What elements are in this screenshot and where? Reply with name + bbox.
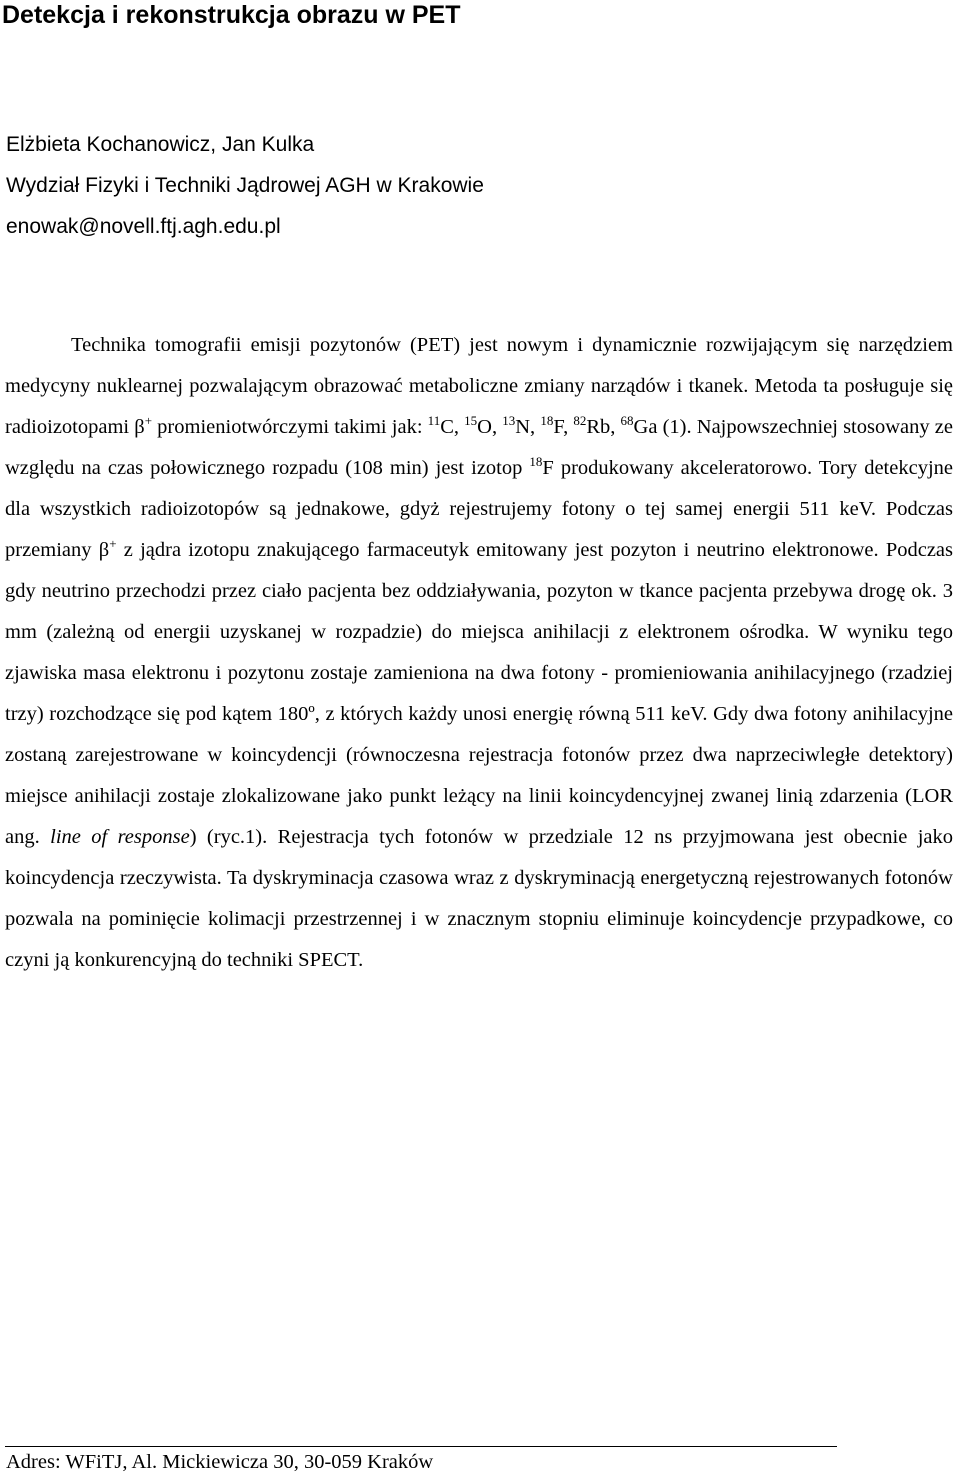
paper-title: Detekcja i rekonstrukcja obrazu w PET xyxy=(2,1,461,29)
abstract-text: Ga (1). Najpowszechniej stosowany ze względu na czas połowicznego rozpadu (108 min) jest izotop xyxy=(5,416,953,479)
italic-term: line of response xyxy=(50,826,190,848)
mass-number-ga68: 68 xyxy=(620,413,634,428)
isotope-n: N, xyxy=(515,416,541,438)
abstract-text: z jądra izotopu znakującego farmaceutyk emitowany jest pozyton i neutrino elektronowe. Podczas gdy neutrino przechodzi przez ciało pacjenta bez oddziaływania, pozyton w tkance pacjenta przebywa drogę ok. 3 mm (zależną od energii uzyskanej w rozpadzie) do miejsca anihilacji z elektronem ośrodka. W wyniku tego zjawiska masa elektronu i pozytonu zostaje zamieniona na dwa fotony - promieniowania anihilacyjnego (rzadziej trzy) rozchodzące się pod kątem 180º, z których każdy unosi energię równą 511 keV. Gdy dwa fotony anihilacyjne zostaną zarejestrowane w koincydencji (równoczesna rejestracja fotonów przez dwa naprzeciwległe detektory) miejsce anihilacji zostaje zlokalizowane jako punkt leżący na linii koincydencyjnej zwanej linią zdarzenia (LOR ang. xyxy=(5,539,954,848)
abstract-text: Technika tomografii emisji pozytonów (PET) jest nowym i dynamicznie rozwijającym się narzędziem medycyny nuklearnej pozwalającym obrazować metaboliczne zmiany narządów i tkanek. Metoda ta posługuje się radioizotopami β xyxy=(5,334,953,438)
beta-plus-superscript: + xyxy=(144,413,153,428)
footnote-address: Adres: WFiTJ, Al. Mickiewicza 30, 30-059 Kraków xyxy=(6,1451,434,1473)
beta-plus-superscript: + xyxy=(109,536,117,551)
abstract-text: promieniotwórczymi takimi jak: xyxy=(152,416,428,438)
mass-number-o15: 15 xyxy=(464,413,478,428)
email-address: enowak@novell.ftj.agh.edu.pl xyxy=(6,215,281,238)
abstract-paragraph xyxy=(5,325,953,981)
mass-number-f18: 18 xyxy=(540,413,554,428)
affiliation: Wydział Fizyki i Techniki Jądrowej AGH w Krakowie xyxy=(6,174,484,197)
isotope-rb: Rb, xyxy=(586,416,621,438)
isotope-c: C, xyxy=(440,416,465,438)
mass-number-rb82: 82 xyxy=(573,413,587,428)
isotope-o: O, xyxy=(477,416,503,438)
footnote-rule xyxy=(5,1446,837,1447)
authors: Elżbieta Kochanowicz, Jan Kulka xyxy=(6,133,315,156)
mass-number-c11: 11 xyxy=(427,413,441,428)
author-block xyxy=(6,124,484,247)
mass-number-n13: 13 xyxy=(502,413,516,428)
isotope-f: F, xyxy=(553,416,574,438)
mass-number-f18: 18 xyxy=(529,454,543,469)
abstract-text: F produkowany akceleratorowo. Tory detekcyjne dla wszystkich radioizotopów są jednakowe, gdyż rejestrujemy fotony o tej samej energii 511 keV. Podczas przemiany β xyxy=(5,457,953,561)
abstract-text: ) (ryc.1). Rejestracja tych fotonów w przedziale 12 ns przyjmowana jest obecnie jako koincydencja rzeczywista. Ta dyskryminacja czasowa wraz z dyskryminacją energetyczną rejestrowanych fotonów pozwala na pominięcie kolimacji przestrzennej i w znacznym stopniu eliminuje koincydencje przypadkowe, co czyni ją konkurencyjną do techniki SPECT. xyxy=(5,826,954,971)
